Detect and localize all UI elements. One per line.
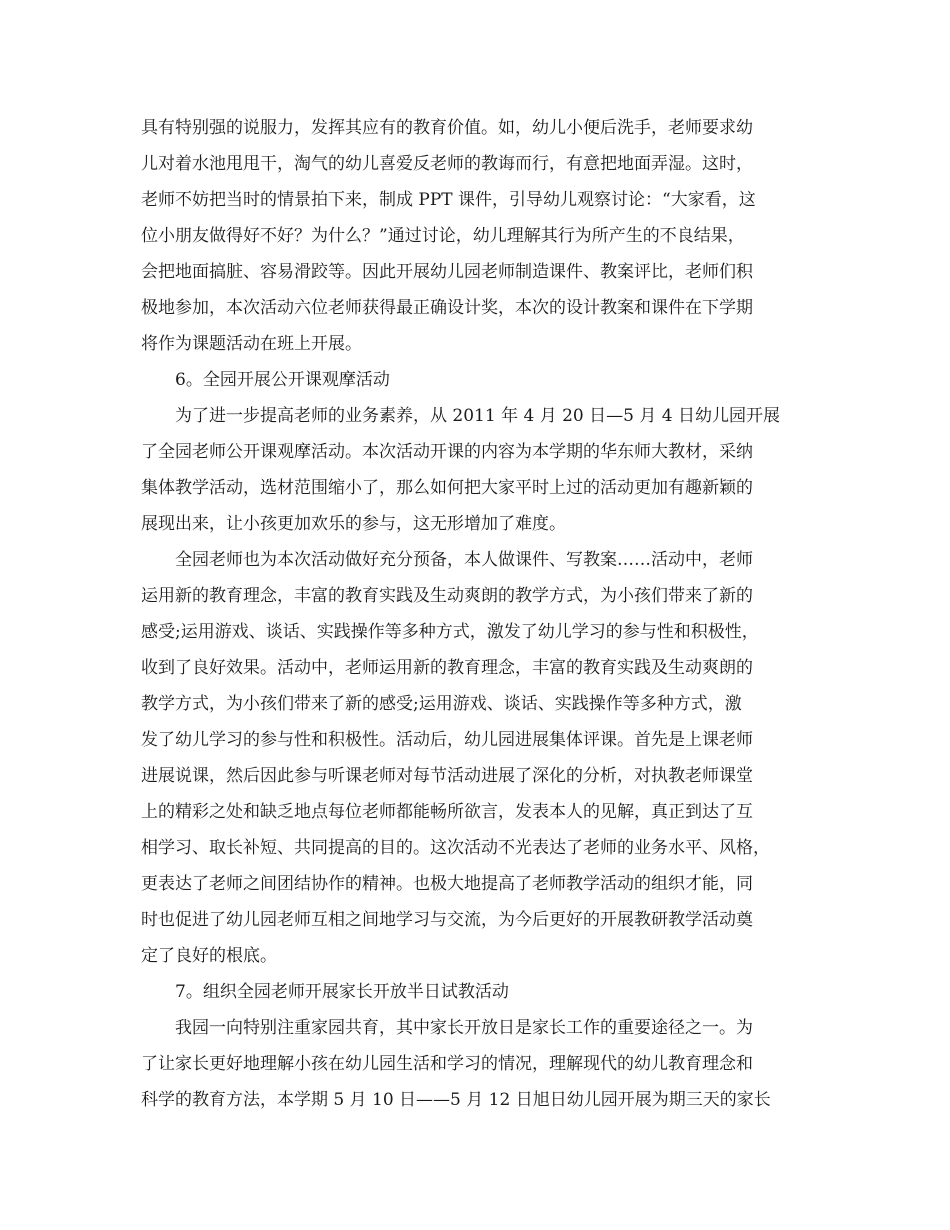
text-line: 感受;运用游戏、谈话、实践操作等多种方式，激发了幼儿学习的参与性和积极性， [141,622,759,642]
section-heading-6: 6。全园开展公开课观摩活动 [175,370,390,390]
text-line: 时也促进了幼儿园老师互相之间地学习与交流，为今后更好的开展教研教学活动奠 [141,910,753,930]
text-line: 了让家长更好地理解小孩在幼儿园生活和学习的情况，理解现代的幼儿教育理念和 [141,1054,753,1074]
paragraph-teacher-preparation [141,542,811,974]
text-line: 儿对着水池甩甩干，淘气的幼儿喜爱反老师的教诲而行，有意把地面弄湿。这时， [141,154,753,174]
text-line: 为了进一步提高老师的业务素养，从 2011 年 4 月 20 日—5 月 4 日幼儿园开展 [175,406,780,426]
text-line: 相学习、取长补短、共同提高的目的。这次活动不光表达了老师的业务水平、风格， [141,838,770,858]
section-heading-7: 7。组织全园老师开展家长开放半日试教活动 [175,982,509,1002]
text-line: 极地参加，本次活动六位老师获得最正确设计奖，本次的设计教案和课件在下学期 [141,298,753,318]
text-line: 老师不妨把当时的情景拍下来，制成 PPT 课件，引导幼儿观察讨论：“大家看，这 [141,190,756,210]
text-line: 教学方式，为小孩们带来了新的感受;运用游戏、谈话、实践操作等多种方式，激 [141,694,742,714]
paragraph-open-class [141,398,811,542]
text-line: 发了幼儿学习的参与性和积极性。活动后，幼儿园进展集体评课。首先是上课老师 [141,730,753,750]
text-line: 位小朋友做得好不好？为什么？”通过讨论，幼儿理解其行为所产生的不良结果， [141,226,745,246]
text-line: 展现出来，让小孩更加欢乐的参与，这无形增加了难度。 [141,514,566,534]
text-line: 科学的教育方法，本学期 5 月 10 日——5 月 12 日旭日幼儿园开展为期三天的家长 [141,1090,771,1110]
text-line: 将作为课题活动在班上开展。 [141,334,362,354]
text-line: 更表达了老师之间团结协作的精神。也极大地提高了老师教学活动的组织才能，同 [141,874,753,894]
text-line: 会把地面搞脏、容易滑跤等。因此开展幼儿园老师制造课件、教案评比，老师们积 [141,262,753,282]
text-line: 定了良好的根底。 [141,946,277,966]
text-line: 具有特别强的说服力，发挥其应有的教育价值。如，幼儿小便后洗手，老师要求幼 [141,118,753,138]
text-line: 全园老师也为本次活动做好充分预备，本人做课件、写教案……活动中，老师 [175,550,753,570]
text-line: 上的精彩之处和缺乏地点每位老师都能畅所欲言，发表本人的见解，真正到达了互 [141,802,753,822]
text-line: 收到了良好效果。活动中，老师运用新的教育理念，丰富的教育实践及生动爽朗的 [141,658,753,678]
text-line: 了全园老师公开课观摩活动。本次活动开课的内容为本学期的华东师大教材，采纳 [141,442,753,462]
text-line: 运用新的教育理念，丰富的教育实践及生动爽朗的教学方式，为小孩们带来了新的 [141,586,753,606]
text-line: 我园一向特别注重家园共育，其中家长开放日是家长工作的重要途径之一。为 [175,1018,753,1038]
text-line: 集体教学活动，选材范围缩小了，那么如何把大家平时上过的活动更加有趣新颖的 [141,478,753,498]
text-line: 进展说课，然后因此参与听课老师对每节活动进展了深化的分析，对执教老师课堂 [141,766,753,786]
paragraph-courseware-evaluation [141,110,811,362]
paragraph-parent-open-day [141,1010,811,1118]
